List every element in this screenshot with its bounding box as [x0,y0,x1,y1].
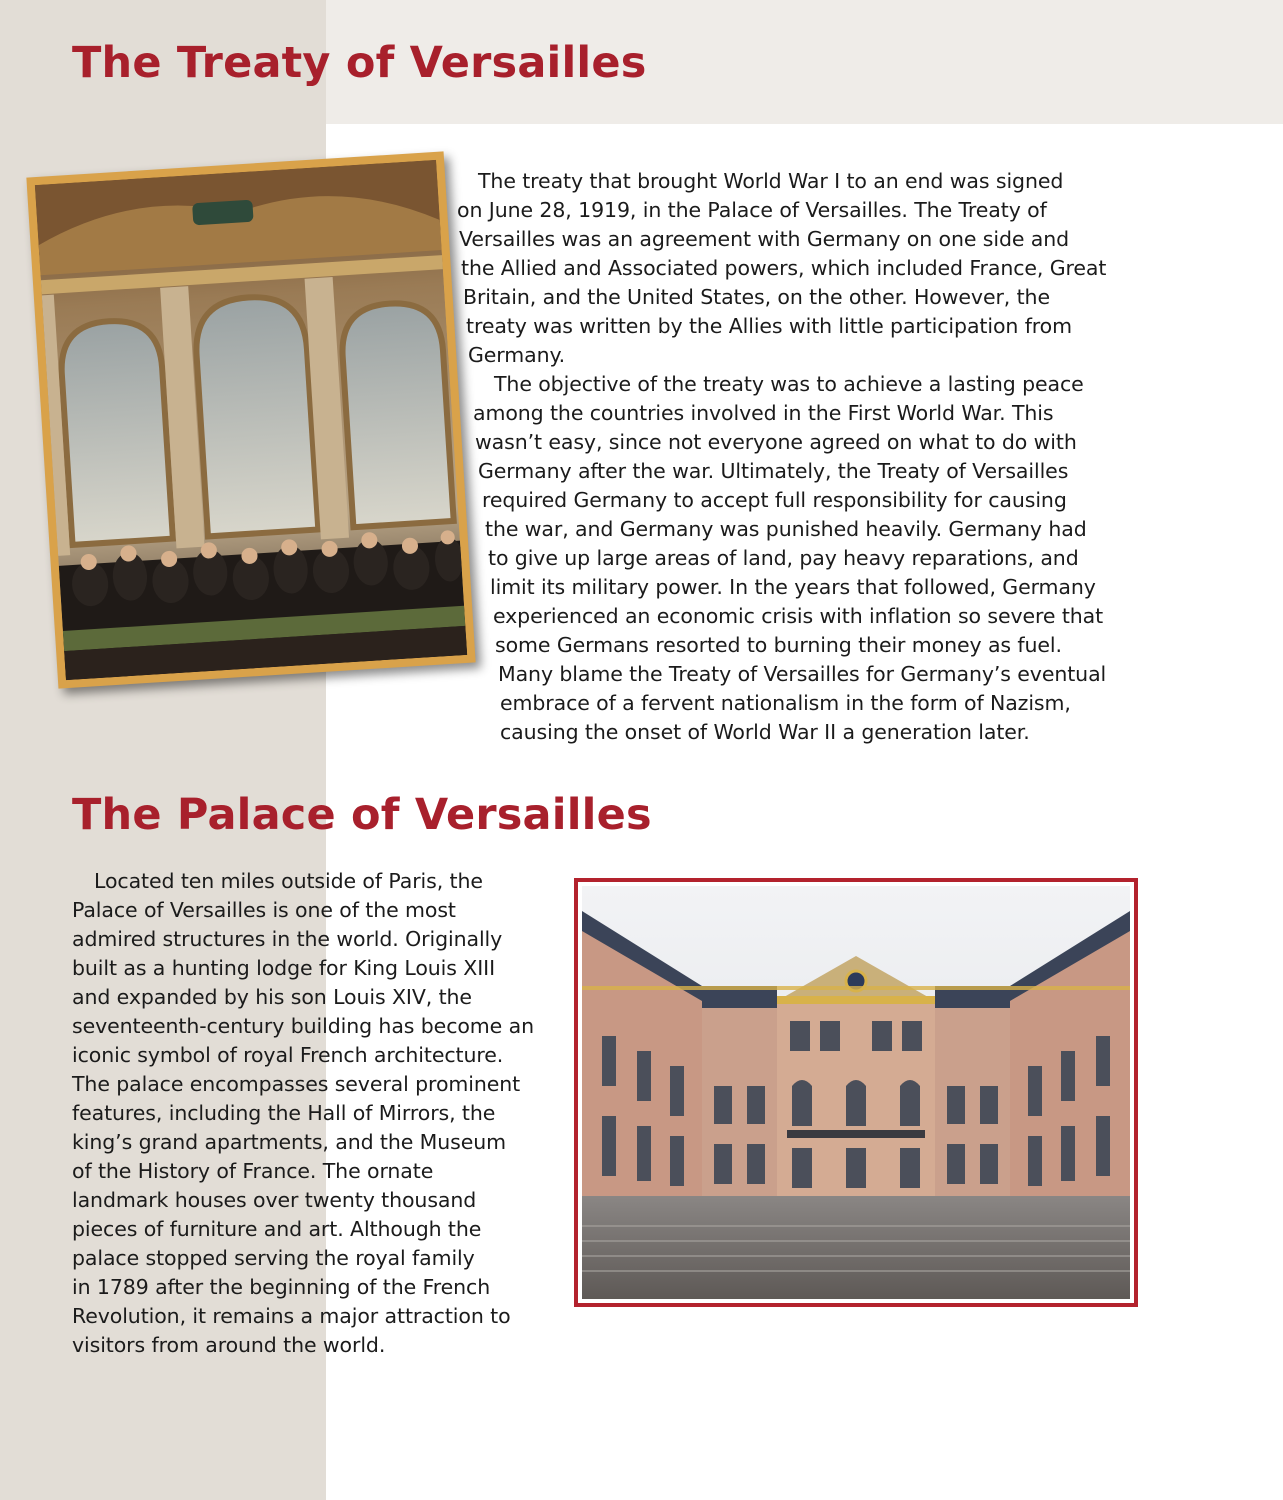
palace-paragraph [72,867,534,1360]
text-line: some Germans resorted to burning their money as fuel. [495,633,1062,657]
text-line: Palace of Versailles is one of the most [72,898,456,922]
text-line: Versailles was an agreement with Germany on one side and [459,227,1070,251]
text-line: on June 28, 1919, in the Palace of Versailles. The Treaty of [457,198,1047,222]
text-line: Revolution, it remains a major attraction to [72,1304,511,1328]
text-line: visitors from around the world. [72,1333,386,1357]
text-line: among the countries involved in the First World War. This [473,401,1054,425]
text-line: required Germany to accept full responsibility for causing [482,488,1067,512]
text-line: Germany after the war. Ultimately, the Treaty of Versailles [478,459,1069,483]
text-line: The treaty that brought World War I to an end was signed [478,169,1064,193]
text-line: landmark houses over twenty thousand [72,1188,477,1212]
text-line: the war, and Germany was punished heavily. Germany had [485,517,1087,541]
text-line: pieces of furniture and art. Although the [72,1217,482,1241]
text-line: of the History of France. The ornate [72,1159,434,1183]
text-line: treaty was written by the Allies with little participation from [466,314,1072,338]
text-line: to give up large areas of land, pay heavy reparations, and [488,546,1079,570]
text-line: causing the onset of World War II a generation later. [500,720,1030,744]
text-line: Germany. [468,343,566,367]
text-line: admired structures in the world. Originally [72,927,503,951]
text-line: in 1789 after the beginning of the French [72,1275,491,1299]
palace-heading: The Palace of Versailles [72,790,652,840]
text-line: seventeenth-century building has become an [72,1014,534,1038]
text-line: experienced an economic crisis with inflation so severe that [493,604,1104,628]
treaty-paragraph [0,167,1106,747]
text-line: and expanded by his son Louis XIV, the [72,985,472,1009]
text-line: features, including the Hall of Mirrors, the [72,1101,496,1125]
text-line: king’s grand apartments, and the Museum [72,1130,507,1154]
photo-illustration [582,886,1130,1299]
text-line: Many blame the Treaty of Versailles for Germany’s eventual [498,662,1107,686]
treaty-heading: The Treaty of Versailles [72,38,647,88]
text-line: palace stopped serving the royal family [72,1246,475,1270]
text-line: the Allied and Associated powers, which included France, Great [461,256,1107,280]
text-line: embrace of a fervent nationalism in the form of Nazism, [500,691,1071,715]
text-line: The palace encompasses several prominent [72,1072,521,1096]
text-line: iconic symbol of royal French architecture. [72,1043,504,1067]
text-line: limit its military power. In the years that followed, Germany [490,575,1096,599]
text-line: Located ten miles outside of Paris, the [94,869,483,893]
text-line: The objective of the treaty was to achieve a lasting peace [494,372,1084,396]
palace-photograph [574,878,1138,1307]
text-line: Britain, and the United States, on the other. However, the [463,285,1050,309]
text-line: wasn’t easy, since not everyone agreed on what to do with [475,430,1077,454]
text-line: built as a hunting lodge for King Louis XIII [72,956,496,980]
